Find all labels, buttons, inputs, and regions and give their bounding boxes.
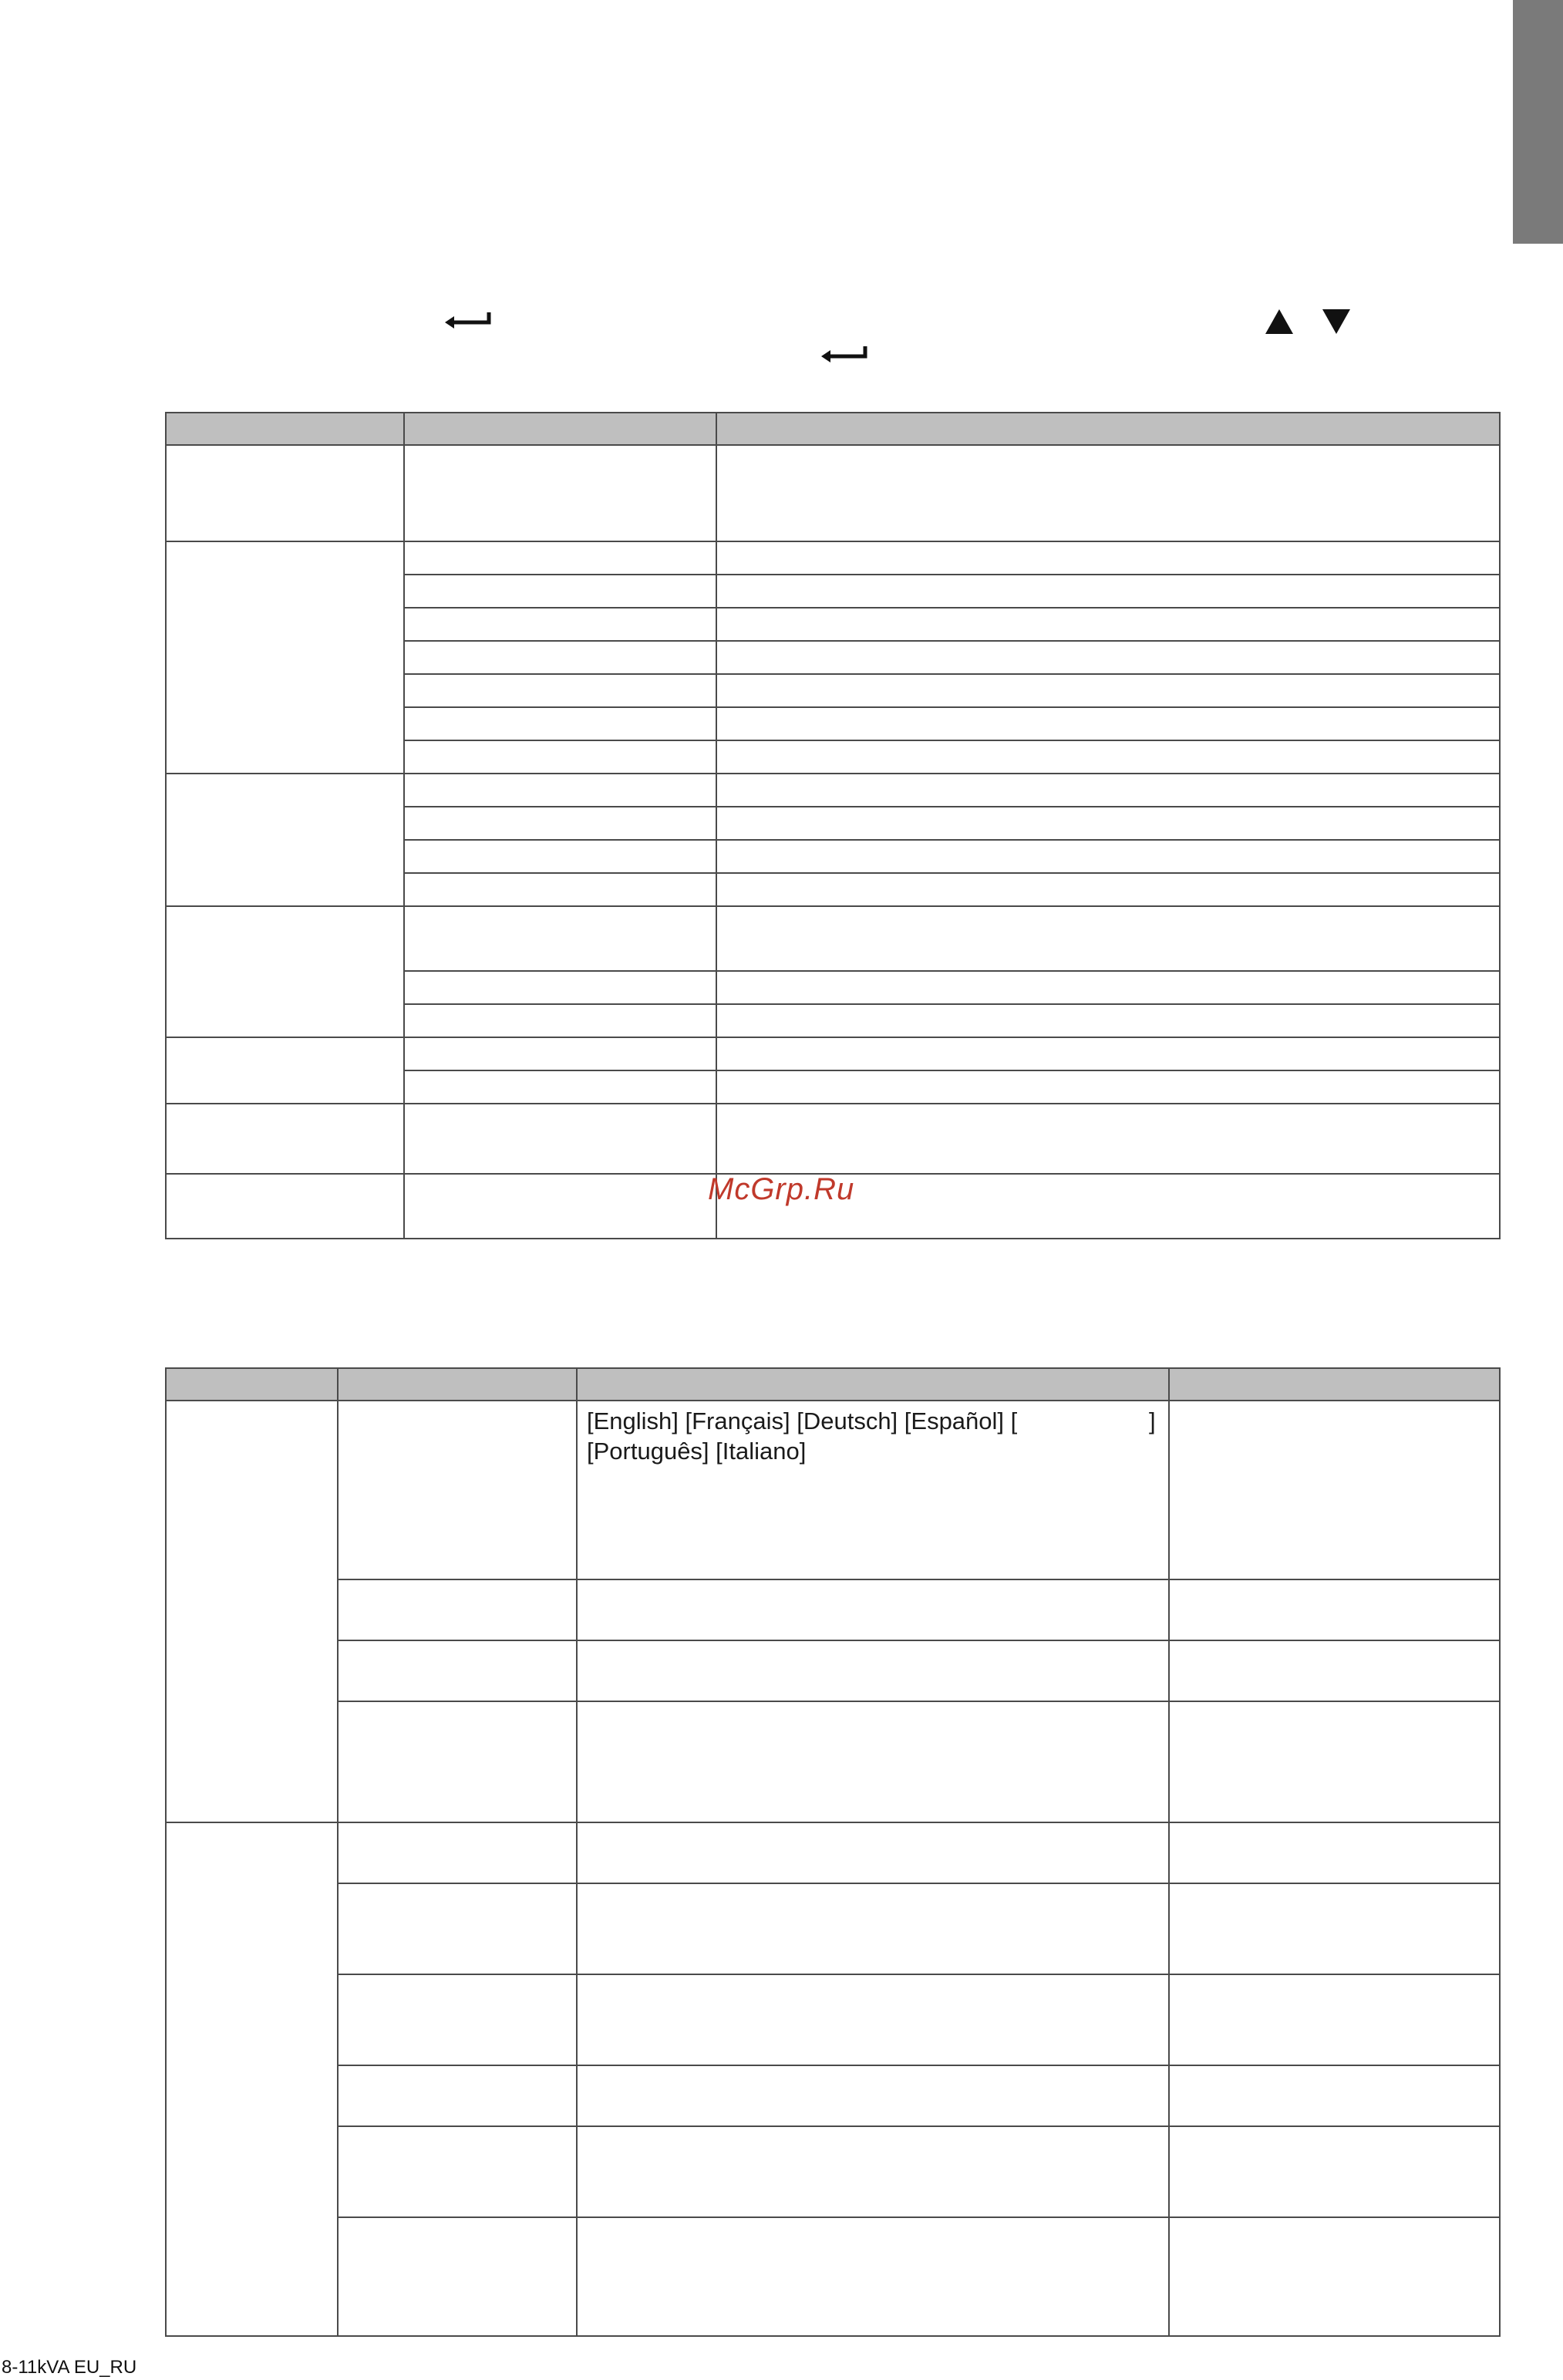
table-row: [166, 2126, 1500, 2217]
table-row: [166, 2217, 1500, 2336]
table-row: [166, 1104, 1500, 1174]
table-row: [166, 1701, 1500, 1822]
table-row: [166, 1822, 1500, 1883]
language-options-line-1: [English] [Français] [Deutsch] [Español] [ ]: [587, 1407, 1156, 1434]
table-row: [166, 541, 1500, 575]
language-options-cell: [577, 1401, 1169, 1579]
table-row: [166, 1640, 1500, 1701]
table-row: [166, 1037, 1500, 1070]
table-row: [166, 774, 1500, 807]
table-row: [166, 2065, 1500, 2126]
table-row: [166, 445, 1500, 541]
watermark: McGrp.Ru: [708, 1172, 855, 1206]
triangle-down-icon: [1322, 308, 1351, 335]
language-options-line-2: [Português] [Italiano]: [587, 1438, 807, 1465]
enter-key-icon: [820, 345, 867, 365]
triangle-up-icon: [1265, 308, 1294, 335]
table-row: [166, 1883, 1500, 1974]
table-header-row: [166, 413, 1500, 445]
page-footer: 8-11kVA EU_RU: [2, 2357, 137, 2378]
settings-table: [165, 1367, 1501, 2337]
menu-structure-table: [165, 412, 1501, 1239]
table-row: [166, 1974, 1500, 2065]
table-row: [166, 1579, 1500, 1640]
section-side-tab: [1513, 0, 1563, 244]
table-row: [166, 1401, 1500, 1579]
table-header-row: [166, 1368, 1500, 1401]
table-row: [166, 906, 1500, 971]
enter-key-icon: [443, 311, 491, 331]
